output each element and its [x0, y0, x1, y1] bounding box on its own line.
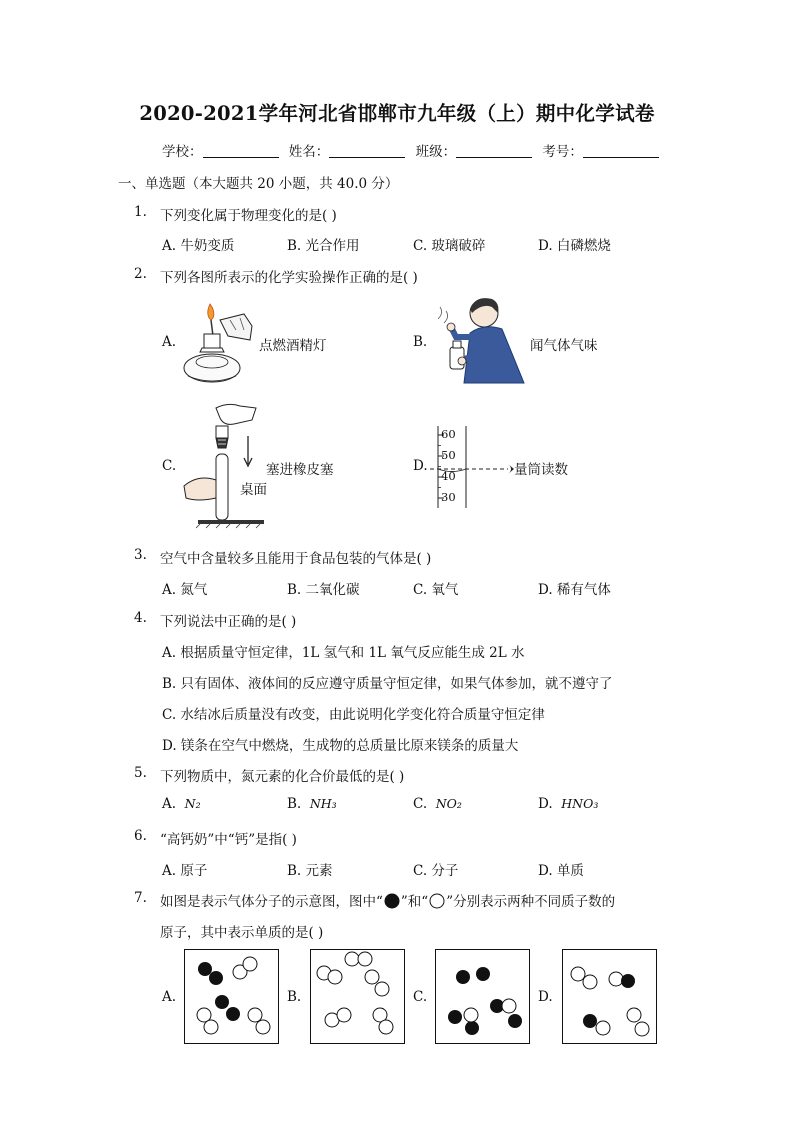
option-d-letter[interactable]: D.: [413, 458, 428, 474]
question-text-line2: 原子，其中表示单质的是( ): [160, 925, 324, 941]
tick-label: 60: [441, 427, 456, 441]
question-number: 6.: [134, 828, 147, 844]
option-c-letter[interactable]: C.: [162, 458, 177, 474]
page-title: 2020-2021学年河北省邯郸市九年级（上）期中化学试卷: [139, 102, 655, 125]
class-blank[interactable]: [456, 144, 532, 158]
option-d[interactable]: D. 单质: [538, 863, 584, 879]
figure-label: 点燃酒精灯: [259, 338, 327, 354]
option-b[interactable]: B. 只有固体、液体间的反应遵守质量守恒定律，如果气体参加，就不遵守了: [162, 676, 613, 692]
chemical-formula: N₂: [184, 796, 201, 811]
option-letter: C.: [413, 796, 428, 812]
option-d[interactable]: D. 稀有气体: [538, 582, 611, 598]
option-a[interactable]: A. 原子: [162, 863, 208, 879]
name-label: 姓名：: [288, 144, 330, 160]
question-number: 5.: [134, 765, 147, 781]
question-text: 如图是表示气体分子的示意图，图中“ ”和“ ”分别表示两种不同质子数的: [160, 894, 616, 910]
section-heading: 一、单选题（本大题共 20 小题，共 40.0 分）: [118, 176, 399, 192]
option-a[interactable]: A. 根据质量守恒定律，1L 氢气和 1L 氧气反应能生成 2L 水: [162, 645, 525, 661]
option-b-letter[interactable]: B.: [413, 334, 428, 350]
option-a[interactable]: [162, 796, 201, 812]
question-number: 7.: [134, 890, 147, 906]
question-text: 空气中含量较多且能用于食品包装的气体是( ): [160, 551, 432, 567]
option-b[interactable]: B. 二氧化碳: [287, 582, 360, 598]
option-b[interactable]: B. 元素: [287, 863, 333, 879]
option-d[interactable]: D. 镁条在空气中燃烧，生成物的总质量比原来镁条的质量大: [162, 738, 519, 754]
school-label: 学校：: [162, 144, 203, 160]
option-c-letter[interactable]: C.: [413, 989, 428, 1005]
question-text: 下列变化属于物理变化的是( ): [160, 208, 337, 224]
number-blank[interactable]: [583, 144, 659, 158]
question-number: 3.: [134, 547, 147, 563]
question-text: 下列各图所表示的化学实验操作正确的是( ): [160, 270, 418, 286]
option-letter: A.: [162, 796, 177, 812]
chemical-formula: HNO₃: [561, 796, 599, 811]
question-number: 4.: [134, 610, 147, 626]
figure-label: 闻气体气味: [530, 338, 598, 354]
option-b[interactable]: [287, 796, 337, 812]
option-letter: B.: [287, 796, 302, 812]
tick-label: 30: [441, 490, 456, 504]
molecule-diagram-b[interactable]: [310, 949, 406, 1045]
chemical-formula: NO₂: [435, 796, 462, 811]
student-info-line: [162, 140, 665, 160]
molecule-diagram-d[interactable]: [562, 949, 658, 1045]
black-atom-icon: [384, 893, 400, 909]
option-c[interactable]: C. 水结冰后质量没有改变，由此说明化学变化符合质量守恒定律: [162, 707, 545, 723]
chemical-formula: NH₃: [309, 796, 337, 811]
white-atom-icon: [429, 893, 445, 909]
molecule-diagram-a[interactable]: [184, 949, 280, 1045]
option-d[interactable]: D. 白磷燃烧: [538, 238, 611, 254]
option-c[interactable]: C. 分子: [413, 863, 459, 879]
option-a-letter[interactable]: A.: [162, 989, 177, 1005]
name-blank[interactable]: [329, 144, 405, 158]
question-number: 1.: [134, 204, 147, 220]
question-text: 下列物质中，氮元素的化合价最低的是( ): [160, 769, 405, 785]
question-text: “高钙奶”中“钙”是指( ): [160, 832, 297, 848]
option-letter: D.: [538, 796, 553, 812]
tick-label: 40: [441, 469, 456, 483]
option-b-letter[interactable]: B.: [287, 989, 302, 1005]
figure-label: 量筒读数: [514, 462, 568, 478]
option-b[interactable]: B. 光合作用: [287, 238, 360, 254]
rubber-stopper-figure: [180, 402, 266, 526]
option-d-letter[interactable]: D.: [538, 989, 553, 1005]
tick-label: 50: [441, 448, 456, 462]
option-a[interactable]: A. 氮气: [162, 582, 208, 598]
option-d[interactable]: [538, 796, 598, 812]
alcohol-lamp-figure: [180, 296, 260, 386]
question-text: 下列说法中正确的是( ): [160, 614, 297, 630]
option-a[interactable]: A. 牛奶变质: [162, 238, 235, 254]
question-number: 2.: [134, 266, 147, 282]
option-c[interactable]: C. 氧气: [413, 582, 459, 598]
smelling-gas-figure: [432, 293, 532, 385]
number-label: 考号：: [542, 144, 583, 160]
molecule-diagram-c[interactable]: [435, 949, 531, 1045]
option-a-letter[interactable]: A.: [162, 334, 177, 350]
option-c[interactable]: C. 玻璃破碎: [413, 238, 486, 254]
figure-label: 塞进橡皮塞: [266, 462, 334, 478]
class-label: 班级：: [415, 144, 457, 160]
option-c[interactable]: [413, 796, 462, 812]
school-blank[interactable]: [203, 144, 279, 158]
figure-label: 桌面: [240, 482, 267, 498]
